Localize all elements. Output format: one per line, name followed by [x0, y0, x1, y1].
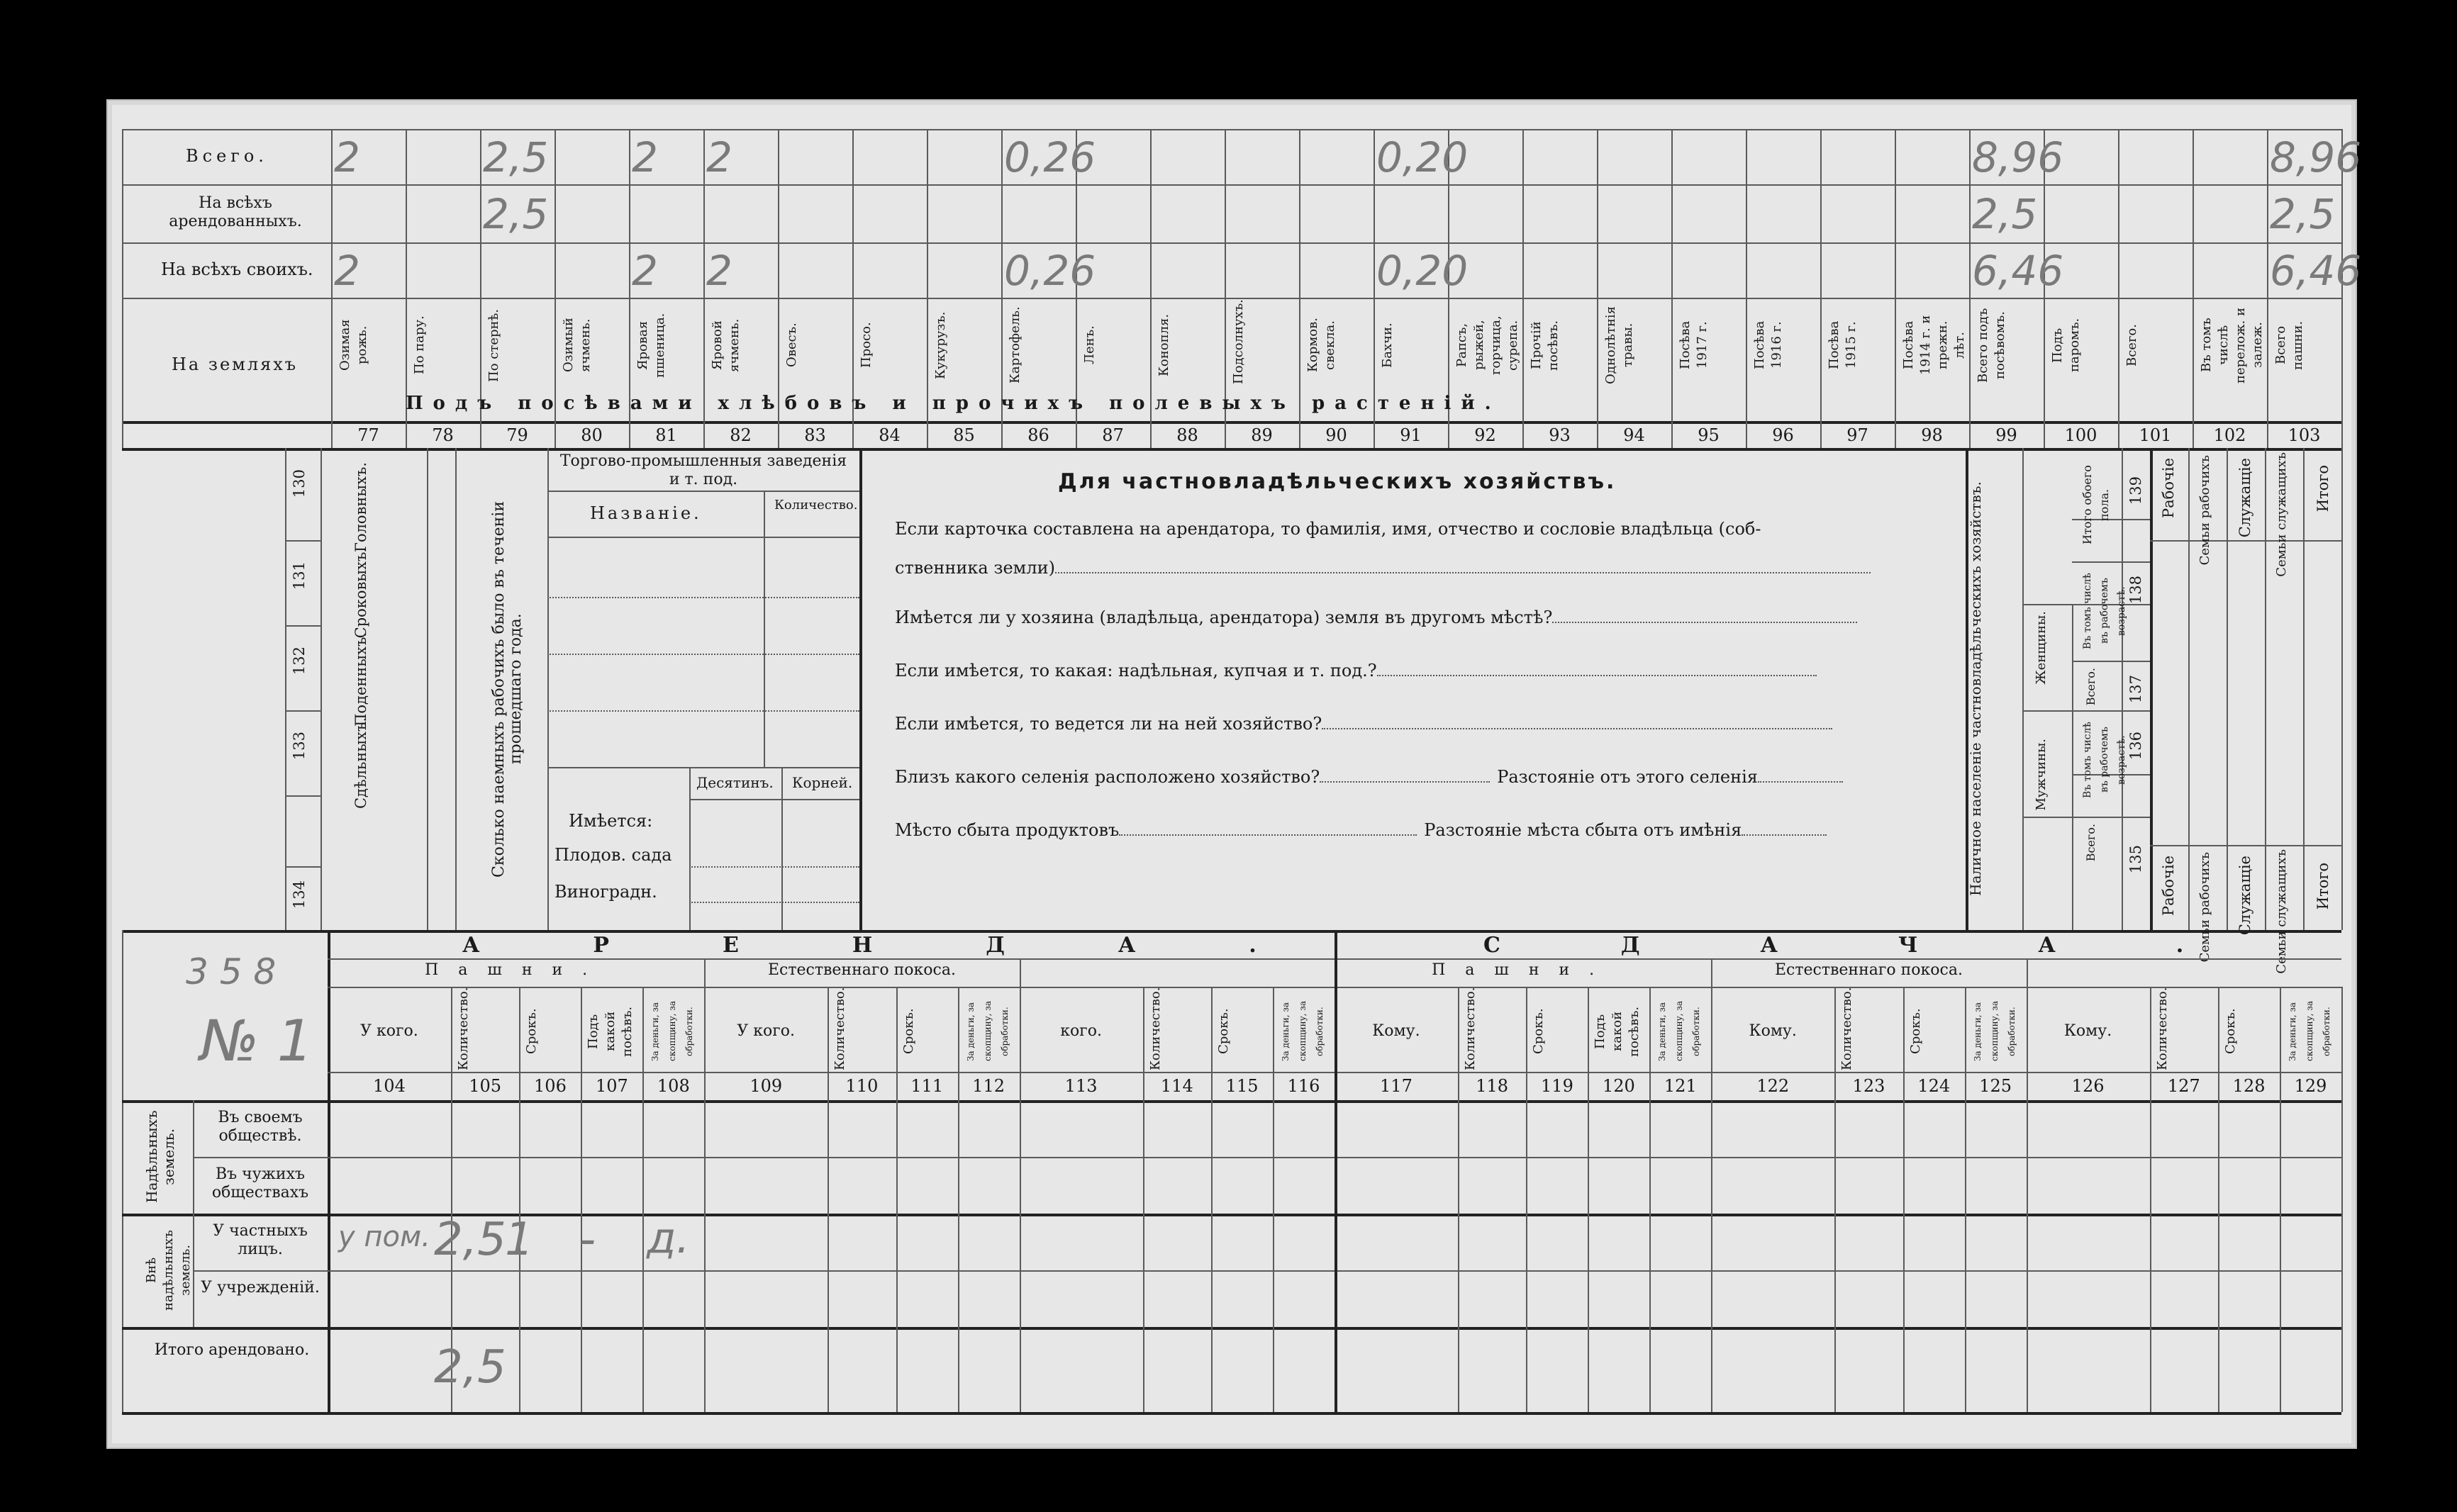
hand-value: 2,5: [1972, 190, 2038, 238]
lease-col-label-114: Количество.: [1147, 987, 1163, 1070]
lease-col-number-108: 108: [657, 1076, 690, 1096]
hand-value: 2: [334, 133, 360, 181]
q4: Если имѣется, то ведется ли на ней хозяйство?: [895, 714, 1322, 734]
top-col-label-90: Кормов. свекла.: [1305, 318, 1337, 373]
top-col-number-90: 90: [1325, 425, 1347, 445]
lease-col-label-129: За деньги, за скопщину, за обработки.: [2288, 1001, 2332, 1062]
workers-question: Сколько наемныхъ рабочихъ было въ теченіи прошедшаго года.: [490, 500, 525, 878]
top-col-number-100: 100: [2064, 425, 2097, 445]
top-col-number-94: 94: [1623, 425, 1645, 445]
hand-row3-term: 1: [505, 1214, 534, 1266]
hand-value: 2: [706, 247, 732, 295]
workers-block: [285, 448, 427, 930]
group-non-allotted: Внѣ надѣльныхъ земель.: [144, 1230, 193, 1311]
lease-col-number-114: 114: [1160, 1076, 1193, 1096]
top-col-number-78: 78: [432, 425, 454, 445]
lease-col-label-128: Срокъ.: [2223, 1008, 2239, 1055]
top-col-number-82: 82: [730, 425, 752, 445]
hand-value: 8,96: [1972, 133, 2064, 181]
hand-value: 2,5: [2270, 190, 2336, 238]
top-col-number-99: 99: [1995, 425, 2017, 445]
lease-col-number-124: 124: [1917, 1076, 1951, 1096]
top-col-number-79: 79: [506, 425, 528, 445]
lease-col-label-118: Количество.: [1462, 987, 1478, 1070]
lease-col-label-123: Количество.: [1839, 987, 1855, 1070]
lease-col-number-112: 112: [972, 1076, 1005, 1096]
lease-col-number-111: 111: [910, 1076, 944, 1096]
q6b: Разстояніе мѣста сбыта отъ имѣнія: [1424, 820, 1742, 840]
hand-corner-number: 3 5 8: [186, 951, 277, 992]
lease-col-label-116: За деньги, за скопщину, за обработки.: [1281, 1001, 1325, 1062]
row-label-lands: На земляхъ: [172, 354, 299, 374]
staff-employees-families: Семьи служащихъ: [2274, 452, 2289, 577]
lease-col-number-126: 126: [2071, 1076, 2105, 1096]
row-private-persons: У частныхъ лицъ.: [213, 1222, 308, 1258]
lease-col-number-125: 125: [1979, 1076, 2012, 1096]
population-label: Наличное населеніе частновладѣльческихъ хозяйствъ.: [1967, 481, 1984, 897]
q3: Если имѣется, то какая: надѣльная, купчая и т. под.?: [895, 661, 1377, 681]
group-allotted: Надѣльныхъ земель.: [143, 1110, 177, 1204]
top-col-number-92: 92: [1474, 425, 1496, 445]
col-134: 134: [291, 880, 308, 909]
arenda-title: АРЕНДА.: [462, 933, 1370, 958]
women-total-label: Всего.: [2084, 668, 2097, 706]
lease-col-label-119: Срокъ.: [1531, 1008, 1547, 1055]
q1b: ственника земли): [895, 558, 1055, 578]
row-institutions: У учрежденій.: [201, 1279, 320, 1297]
top-col-number-86: 86: [1027, 425, 1049, 445]
lease-group-pokos: Естественнаго покоса.: [1774, 961, 1963, 979]
lease-col-number-121: 121: [1664, 1076, 1697, 1096]
top-col-number-87: 87: [1102, 425, 1124, 445]
top-col-label-87: Ленъ.: [1082, 325, 1097, 365]
col-135: 135: [2127, 845, 2144, 874]
q6a: Мѣсто сбыта продуктовъ: [895, 820, 1120, 840]
lease-col-label-126: Кому.: [2063, 1022, 2112, 1040]
lease-group-pokos: Естественнаго покоса.: [767, 961, 956, 979]
hand-value: 2: [632, 247, 658, 295]
staff-employees: Служащіе: [2236, 458, 2253, 538]
lease-col-label-120: Подъ какой посѣвъ.: [1593, 1006, 1642, 1057]
hand-value: 2,5: [483, 133, 549, 181]
staff-workers-b: Рабочіе: [2160, 856, 2177, 916]
lease-col-number-113: 113: [1064, 1076, 1098, 1096]
trade-name-head: Названіе.: [590, 503, 702, 523]
hand-card-number: № 1: [200, 1008, 313, 1074]
row-label-own: На всѣхъ своихъ.: [161, 259, 313, 279]
lease-col-label-109: У кого.: [737, 1022, 796, 1040]
lease-col-label-110: Количество.: [832, 987, 848, 1070]
staff-total: Итого: [2314, 465, 2331, 513]
top-col-number-88: 88: [1176, 425, 1198, 445]
label-term: Сроковыхъ.: [352, 547, 369, 639]
top-col-label-84: Просо.: [859, 322, 874, 369]
lease-col-number-106: 106: [534, 1076, 567, 1096]
label-daily: Поденныхъ.: [352, 632, 369, 727]
top-col-label-86: Картофель.: [1008, 306, 1023, 384]
hand-value: 0,20: [1376, 133, 1469, 181]
hand-value: 2: [706, 133, 732, 181]
men-working-label: Въ томъ числѣ въ рабочемъ возрастѣ.: [2082, 722, 2127, 798]
top-col-number-80: 80: [581, 425, 603, 445]
top-col-label-103: Всего пашни.: [2273, 320, 2305, 370]
hand-total: 2,5: [434, 1341, 506, 1394]
row-other-society: Въ чужихъ обществахъ: [211, 1165, 309, 1202]
top-col-number-103: 103: [2288, 425, 2321, 445]
top-col-label-85: Кукурузъ.: [933, 311, 948, 379]
staff-employees-b: Служащіе: [2236, 856, 2253, 936]
hand-value: 6,46: [2270, 247, 2362, 295]
lease-col-number-118: 118: [1476, 1076, 1509, 1096]
top-col-label-83: Овесъ.: [784, 323, 799, 368]
lease-col-label-111: Срокъ.: [901, 1008, 916, 1055]
q2: Имѣется ли у хозяина (владѣльца, арендатора) земля въ другомъ мѣстѣ?: [895, 607, 1553, 627]
col-132: 132: [291, 646, 308, 676]
top-col-label-91: Бахчи.: [1380, 323, 1395, 368]
q5a: Близъ какого селенія расположено хозяйство?: [895, 767, 1320, 787]
col-133: 133: [291, 732, 308, 761]
trade-block: [547, 448, 859, 930]
orchard-korn-head: Корней.: [792, 774, 853, 791]
orchard-label: Плодов. сада: [555, 845, 672, 865]
col-137: 137: [2127, 675, 2144, 704]
orchard-des-head: Десятинъ.: [696, 774, 774, 791]
top-col-label-97: Посѣва 1915 г.: [1827, 320, 1859, 370]
top-col-number-85: 85: [953, 425, 975, 445]
census-card: [106, 99, 2362, 1449]
top-col-label-94: Однолѣтнія травы.: [1603, 306, 1635, 384]
label-head: Головныхъ.: [352, 462, 369, 552]
lease-col-label-112: За деньги, за скопщину, за обработки.: [965, 1001, 1010, 1062]
private-block: [859, 448, 1966, 930]
top-col-number-84: 84: [879, 425, 901, 445]
lease-col-number-110: 110: [845, 1076, 879, 1096]
vineyard-label: Виноградн.: [555, 882, 657, 902]
top-col-label-81: Яровая пшеница.: [635, 313, 667, 378]
col-130: 130: [291, 469, 308, 498]
lease-col-number-115: 115: [1225, 1076, 1259, 1096]
row-label-rented: На всѣхъ арендованныхъ.: [169, 194, 302, 230]
lease-col-number-129: 129: [2294, 1076, 2327, 1096]
hand-value: 0,26: [1004, 133, 1096, 181]
top-col-label-93: Прочій посѣвъ.: [1529, 320, 1561, 371]
staff-employees-families-b: Семьи служащихъ: [2274, 849, 2289, 974]
top-col-label-101: Всего.: [2124, 324, 2139, 366]
staff-workers-families: Семьи рабочихъ: [2197, 455, 2212, 566]
q5b: Разстояніе отъ этого селенія: [1497, 767, 1758, 787]
hand-value: 2,5: [483, 190, 549, 238]
has-label: Имѣется:: [569, 811, 653, 831]
lease-col-number-105: 105: [469, 1076, 502, 1096]
q1a: Если карточка составлена на арендатора, то фамилія, имя, отчество и сословіе владѣльца (соб-: [895, 519, 1761, 539]
lease-col-number-116: 116: [1287, 1076, 1320, 1096]
population-block: [1966, 448, 2150, 930]
label-piece: Сдѣльныхъ.: [352, 717, 369, 810]
col-131: 131: [291, 561, 308, 590]
lease-col-label-124: Срокъ.: [1907, 1008, 1923, 1055]
top-col-label-82: Яровой ячмень.: [710, 318, 742, 372]
top-col-label-95: Посѣва 1917 г.: [1678, 320, 1710, 370]
top-col-number-98: 98: [1921, 425, 1943, 445]
top-col-label-98: Посѣва 1914 г. и прежн. лѣт.: [1901, 315, 1967, 376]
top-col-number-101: 101: [2139, 425, 2172, 445]
top-col-number-89: 89: [1251, 425, 1273, 445]
lease-col-label-121: За деньги, за скопщину, за обработки.: [1657, 1001, 1702, 1062]
lease-col-number-117: 117: [1380, 1076, 1413, 1096]
lease-group-pashni: Пашни.: [1432, 961, 1615, 979]
women-label: Женщины.: [2034, 611, 2049, 685]
top-col-number-102: 102: [2213, 425, 2246, 445]
lease-col-label-115: Срокъ.: [1216, 1008, 1232, 1055]
hand-row3-qty: 2,5: [434, 1214, 506, 1266]
lease-col-number-123: 123: [1852, 1076, 1885, 1096]
women-working-label: Въ томъ числѣ въ рабочемъ возрастѣ.: [2082, 573, 2127, 649]
lease-col-label-108: За деньги, за скопщину, за обработки.: [650, 1001, 695, 1062]
lease-col-number-104: 104: [373, 1076, 406, 1096]
top-col-number-81: 81: [655, 425, 677, 445]
top-col-label-92: Рапсъ, рыжей, горчица, сурепа.: [1454, 315, 1520, 375]
hand-value: 8,96: [2270, 133, 2362, 181]
staff-workers: Рабочіе: [2160, 458, 2177, 518]
lease-col-number-122: 122: [1756, 1076, 1790, 1096]
lease-col-label-107: Подъ какой посѣвъ.: [586, 1006, 635, 1057]
top-col-number-97: 97: [1846, 425, 1868, 445]
men-total-label: Всего.: [2084, 824, 2097, 862]
row-total-rented: Итого арендовано.: [154, 1341, 310, 1359]
banner-sown: Подъ посѣвами хлѣбовъ и прочихъ полевыхъ растеній.: [406, 393, 1501, 414]
top-table: [122, 129, 2362, 448]
top-col-label-100: Подъ паромъ.: [2050, 318, 2082, 373]
lease-col-number-119: 119: [1541, 1076, 1573, 1096]
trade-title: Торгово-промышленныя заведенія и т. под.: [559, 452, 847, 488]
lease-col-number-127: 127: [2167, 1076, 2200, 1096]
lease-col-number-128: 128: [2232, 1076, 2266, 1096]
hand-value: 2: [632, 133, 658, 181]
hand-value: 0,26: [1004, 247, 1096, 295]
top-col-label-77: Озимая рожь.: [338, 319, 369, 371]
top-col-label-88: Конопля.: [1157, 313, 1171, 377]
lease-col-number-109: 109: [750, 1076, 783, 1096]
lease-col-label-127: Количество.: [2154, 987, 2170, 1070]
top-col-number-77: 77: [357, 425, 379, 445]
hand-value: 6,46: [1972, 247, 2064, 295]
col-139: 139: [2127, 476, 2144, 505]
lease-columns: [328, 958, 2341, 1412]
top-col-label-78: По пару.: [412, 315, 427, 375]
top-col-number-96: 96: [1772, 425, 1794, 445]
lease-group-pashni: Пашни.: [425, 961, 608, 979]
lease-col-number-120: 120: [1602, 1076, 1635, 1096]
lease-col-label-117: Кому.: [1372, 1022, 1420, 1040]
top-col-label-89: Подсолнухъ.: [1231, 299, 1246, 384]
row-own-society: Въ своемъ обществѣ.: [218, 1109, 303, 1145]
staff-total-b: Итого: [2314, 863, 2331, 910]
sum-both-label: Итого обоего пола.: [2080, 465, 2111, 544]
top-col-label-96: Посѣва 1916 г.: [1752, 320, 1784, 370]
lease-col-number-107: 107: [595, 1076, 628, 1096]
top-col-label-80: Озимый ячмень.: [561, 318, 593, 373]
men-label: Мужчины.: [2034, 739, 2049, 811]
staff-workers-families-b: Семьи рабочихъ: [2197, 852, 2212, 963]
col-138: 138: [2127, 576, 2144, 605]
hand-row3-pay: д.: [647, 1214, 690, 1263]
top-col-label-79: По стернѣ.: [486, 308, 501, 382]
staff-block: [2150, 448, 2341, 974]
hand-value: 0,20: [1376, 247, 1469, 295]
lease-table: [122, 930, 2341, 1412]
trade-qty-head: Количество.: [774, 498, 858, 513]
sdacha-title: СДАЧА.: [1483, 933, 2305, 958]
lease-col-label-106: Срокъ.: [524, 1008, 540, 1055]
hand-row3-who: у пом.: [338, 1221, 430, 1253]
row-label-total: Всего.: [186, 146, 268, 166]
top-col-label-102: Въ томъ числѣ перелож. и залеж.: [2199, 307, 2265, 383]
col-136: 136: [2127, 732, 2144, 761]
private-title: Для частновладѣльческихъ хозяйствъ.: [1058, 469, 1617, 494]
top-col-number-93: 93: [1549, 425, 1571, 445]
hand-value: 2: [334, 247, 360, 295]
top-col-number-95: 95: [1698, 425, 1720, 445]
lease-col-label-113: кого.: [1060, 1022, 1102, 1040]
top-col-number-83: 83: [804, 425, 826, 445]
hand-row3-crop: -: [579, 1214, 596, 1266]
lease-col-label-122: Кому.: [1749, 1022, 1797, 1040]
lease-col-label-104: У кого.: [360, 1022, 418, 1040]
top-col-label-99: Всего подъ посѣвомъ.: [1976, 308, 2007, 383]
lease-col-label-125: За деньги, за скопщину, за обработки.: [1972, 1001, 2017, 1062]
top-col-number-91: 91: [1400, 425, 1422, 445]
lease-col-label-105: Количество.: [455, 987, 471, 1070]
